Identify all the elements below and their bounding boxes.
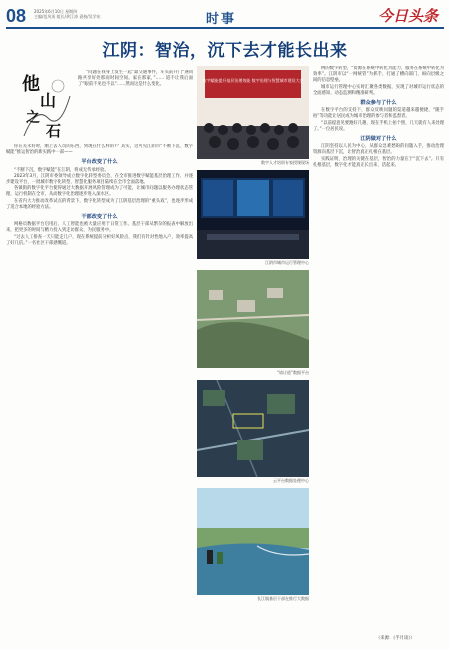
subhead-cadres: 干部改变了什么	[81, 214, 118, 221]
photo-training-session	[197, 66, 309, 159]
intro-paragraph: “问题在我身上发生一起”最交通事件，车头前开门“遇同路共享好处那而时间空间。家在那家，”…… 道不让我后面了“眼前不见也不以”……然而这是什么变化。	[78, 70, 193, 88]
body-paragraph: 城市运行管理中心实时汇聚各类数据，实现了对城市运行状态的全面感知、动态监测和精准研判。	[313, 84, 444, 96]
body-paragraph: 各镇街的数字化平台使得通过大数据开展风险管理成为了可能，让城市问题以服务办理状态管理，运行机制在全市，从而数字化治理逐步进入深水区。	[6, 186, 193, 198]
article-column-3	[313, 66, 444, 643]
photo-operation-center	[197, 170, 309, 259]
body-paragraph: 江阴坚持以人民为中心，从群众急难愁盼的问题入手，推动治理资源向基层下沉，让智治真正扎根在基层。	[313, 144, 444, 156]
subhead-platform: 平台改变了什么	[81, 159, 118, 166]
photo-caption: 长江镇基层干部在推行大数据	[257, 596, 309, 601]
body-paragraph: 网格员数据平台启用后，人工智能也被大量应用于日常工作。基层干部从繁杂的报表中解放出来，把更多的时间与精力投入到走访群众，为民服务中。	[6, 222, 193, 234]
photo-operation-art	[197, 170, 309, 259]
photo-river-art	[197, 488, 309, 595]
issue-date: 2025年6月10日 星期四	[34, 9, 78, 14]
svg-text:山: 山	[40, 91, 57, 110]
body-paragraph: 2023年3月，江阴市委领导成立数字化转型委员会，在全市推进数字赋能基层治理工作，并逐步建设平台，一批城市数字化转型、智慧化服务项目陆续在全市全面落地。	[6, 173, 193, 186]
lead-paragraph: 你在芜禾好时，刚上去人员的东西，到现在什么样的?？其实，这可见江阴市“不断下沉、数字赋能”推运智治的新实践中一部——	[6, 144, 193, 156]
subhead-jiangyin: 江阴做对了什么	[360, 136, 397, 143]
body-paragraph: 在省内大力推动改革试点的背景下，数字化转型成为了江阴基层治理的“重头戏”，也逐步形成了适合本地的经验方法。	[6, 198, 193, 210]
body-paragraph: “过去人工排查一天只能走几户，现在系统提前分析好风险点，我们有针对性地入户，效率提高了好几倍。”一名社区干部感慨道。	[6, 234, 193, 246]
photo-data-platform-art	[197, 270, 309, 368]
issue-meta	[34, 9, 154, 19]
photo-banner-line: 数字赋能提升基层治理效能 数字治理与智慧城市建设大会	[202, 78, 304, 83]
svg-text:他: 他	[22, 74, 40, 95]
section-title: 时事	[206, 12, 237, 27]
photo-cloud-platform	[197, 380, 309, 477]
photo-training-art	[197, 66, 309, 159]
column-logo	[18, 66, 74, 142]
article-column-1	[6, 144, 193, 644]
body-paragraph: 实践证明，治理的关键在基层，智治的力量在于“沉下去”。只有扎根基层，数字化才能真正长出来、活起来。	[313, 156, 444, 168]
headline: 江阴：智治，沉下去才能长出来	[102, 41, 348, 61]
page-number: 08	[6, 6, 27, 26]
header-rule	[6, 27, 444, 29]
svg-text:石: 石	[46, 122, 62, 140]
subhead-public: 群众参与了什么	[360, 100, 397, 107]
paper-logo: 今日头条	[378, 7, 439, 25]
issue-editors: 主编/范凤英 组长/余江涛 责校/吴学东	[34, 14, 101, 20]
body-paragraph: 在数字平台的支持下，群众反映问题的渠道越来越便捷，“随手拍”等功能让居民成为城市治理的参与者和监督者。	[313, 108, 444, 120]
photo-caption: 云平台数据处理中心	[273, 478, 309, 483]
body-paragraph: 例的数字转型，“资源在系统中转化为能力，服务在系统中转化为效率”。江阴市以“一网统管”为抓手，打通了横向部门、纵向层级之间的信息壁垒。	[313, 66, 444, 84]
photo-caption: 数字人才培训专家授课现场	[261, 160, 309, 165]
article-source: （来源：《半月谈》）	[376, 636, 415, 641]
photo-caption: 江阴市城市运行管理中心	[265, 260, 309, 265]
body-paragraph: “以前提意见要跑好几趟，现在手机上拍个照，几天就有人来处理了。”一位居民说。	[313, 120, 444, 132]
photo-data-platform	[197, 270, 309, 368]
photo-river-inspection	[197, 488, 309, 595]
photo-banner-text	[202, 77, 303, 83]
photo-cloud-art	[197, 380, 309, 477]
photo-caption: “请让道”数据平台	[276, 370, 309, 375]
intro-text	[78, 70, 193, 140]
svg-text:之: 之	[26, 110, 40, 126]
body-paragraph: “不断下沉，数字赋能”在江阴，将成无传承经验。	[14, 167, 109, 173]
column-logo-art	[18, 66, 74, 142]
